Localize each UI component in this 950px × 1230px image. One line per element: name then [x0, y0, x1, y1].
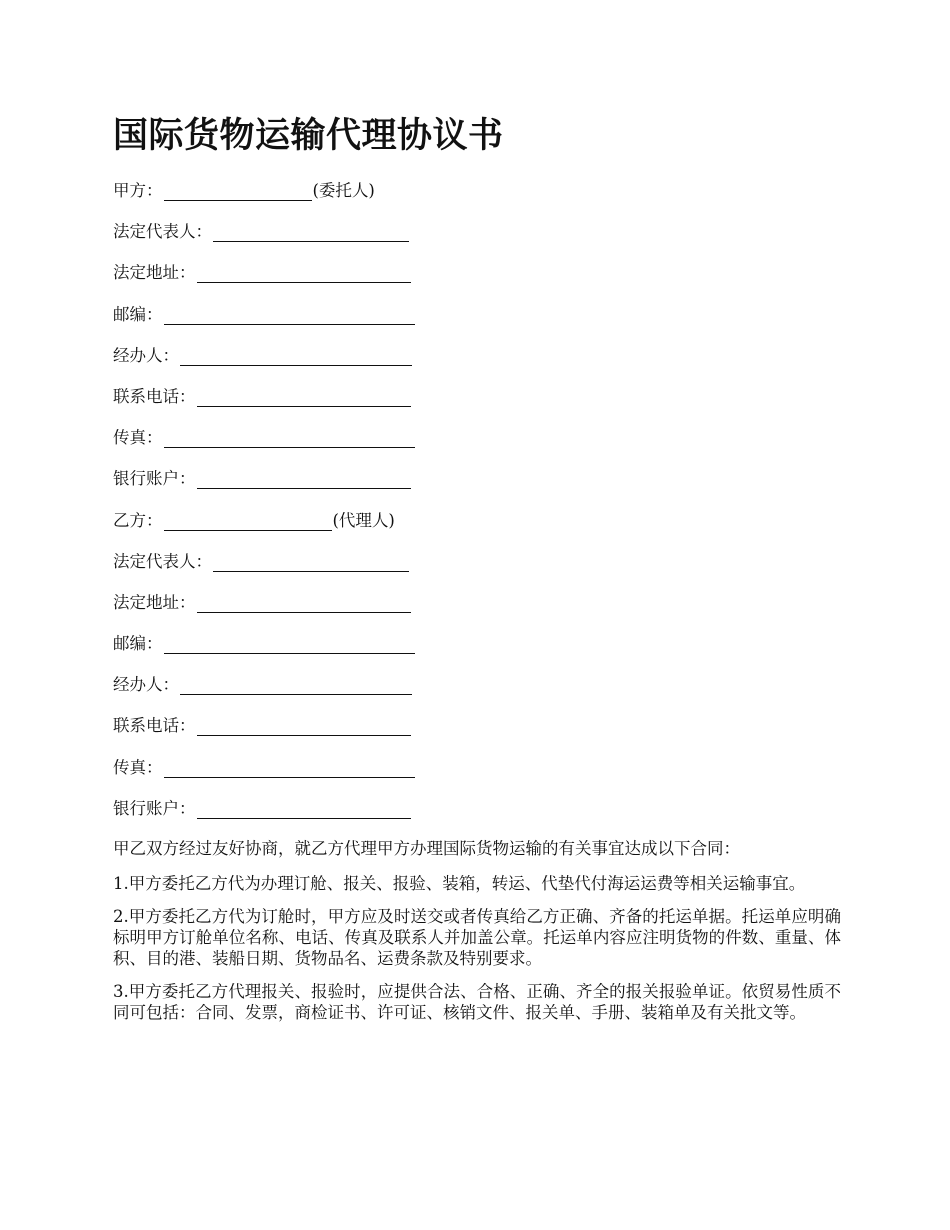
party-b-blank[interactable]: [164, 508, 332, 531]
party-a-line: [113, 178, 415, 219]
party-a-address-line: [113, 260, 415, 301]
field-label: 传真：: [113, 757, 163, 777]
phone-blank[interactable]: [197, 384, 411, 407]
field-label: 联系电话：: [113, 716, 196, 736]
field-label: 银行账户：: [113, 469, 196, 489]
party-b-postcode-line: [113, 631, 415, 672]
party-a-bank-line: [113, 466, 415, 507]
postcode-blank[interactable]: [164, 631, 415, 654]
legal-rep-blank[interactable]: [213, 549, 409, 572]
legal-rep-blank[interactable]: [213, 219, 409, 242]
field-label: 银行账户：: [113, 798, 196, 818]
party-a-phone-line: [113, 384, 415, 425]
clause-3: 3.甲方委托乙方代理报关、报验时，应提供合法、合格、正确、齐全的报关报验单证。依贸易性质不同可包括：合同、发票，商检证书、许可证、核销文件、报关单、手册、装箱单及有关批文等。: [113, 982, 841, 1022]
document-title: 国际货物运输代理协议书: [113, 115, 504, 156]
party-a-postcode-line: [113, 302, 415, 343]
bank-account-blank[interactable]: [197, 796, 411, 819]
clause-1: 1.甲方委托乙方代为办理订舱、报关、报验、装箱，转运、代垫代付海运运费等相关运输事宜。: [113, 874, 806, 893]
field-label: 法定代表人：: [113, 551, 212, 571]
party-b-handler-line: [113, 672, 415, 713]
clause-2: 2.甲方委托乙方代为订舱时，甲方应及时送交或者传真给乙方正确、齐备的托运单据。托运单应明确标明甲方订舱单位名称、电话、传真及联系人并加盖公章。托运单内容应注明货物的件数、重量、体积、目的港、装船日期、货物品名、运费条款及特别要求。: [113, 907, 841, 968]
address-blank[interactable]: [197, 260, 411, 283]
party-b-role: (代理人): [332, 510, 395, 530]
party-a-fax-line: [113, 425, 415, 466]
bank-account-blank[interactable]: [197, 466, 411, 489]
party-a-blank[interactable]: [164, 178, 312, 201]
party-fields: [113, 178, 415, 837]
fax-blank[interactable]: [164, 425, 415, 448]
field-label: 传真：: [113, 428, 163, 448]
phone-blank[interactable]: [197, 713, 411, 736]
field-label: 经办人：: [113, 345, 179, 365]
field-label: 邮编：: [113, 634, 163, 654]
fax-blank[interactable]: [164, 755, 415, 778]
party-b-legal-rep-line: [113, 549, 415, 590]
field-label: 邮编：: [113, 304, 163, 324]
address-blank[interactable]: [197, 590, 411, 613]
agreement-body: [113, 838, 841, 1035]
party-a-legal-rep-line: [113, 219, 415, 260]
postcode-blank[interactable]: [164, 302, 415, 325]
field-label: 经办人：: [113, 675, 179, 695]
field-label: 法定地址：: [113, 263, 196, 283]
field-label: 法定地址：: [113, 592, 196, 612]
party-a-role: (委托人): [312, 181, 375, 200]
party-b-address-line: [113, 590, 415, 631]
field-label: 联系电话：: [113, 386, 196, 406]
party-b-line: [113, 508, 415, 549]
party-a-label: 甲方：: [113, 181, 163, 200]
party-b-fax-line: [113, 755, 415, 796]
intro-paragraph: 甲乙双方经过友好协商，就乙方代理甲方办理国际货物运输的有关事宜达成以下合同：: [113, 839, 740, 858]
field-label: 法定代表人：: [113, 222, 212, 242]
handler-blank[interactable]: [180, 343, 412, 366]
party-b-bank-line: [113, 796, 415, 837]
party-b-label: 乙方：: [113, 510, 163, 530]
handler-blank[interactable]: [180, 672, 412, 695]
party-b-phone-line: [113, 713, 415, 754]
party-a-handler-line: [113, 343, 415, 384]
